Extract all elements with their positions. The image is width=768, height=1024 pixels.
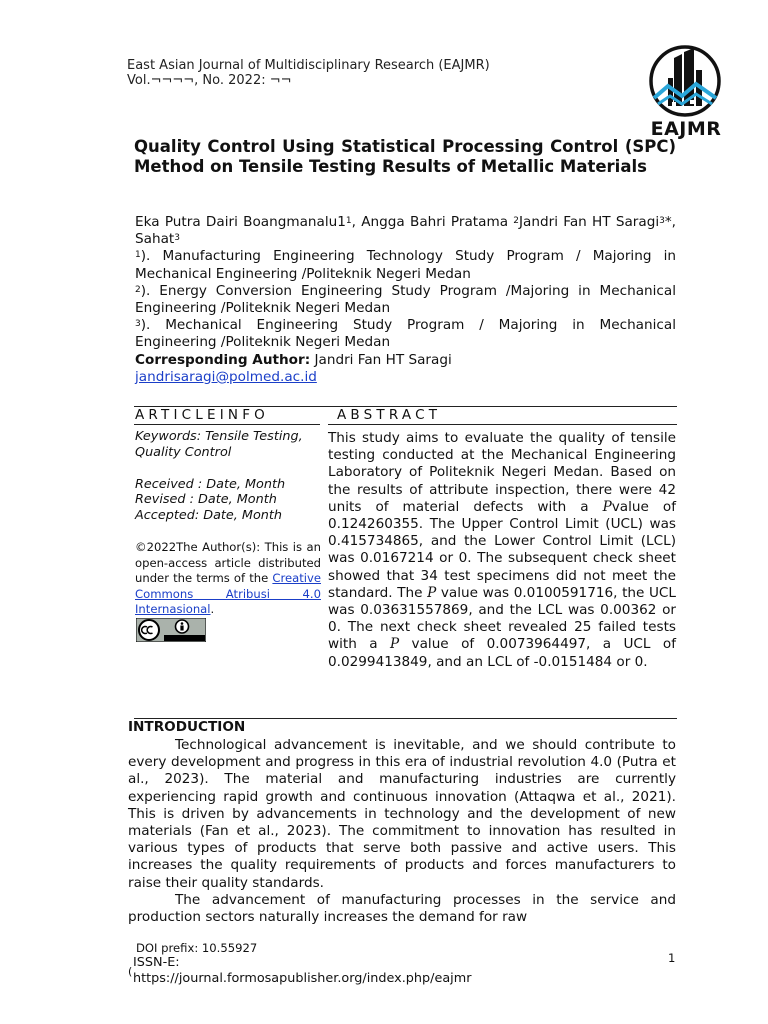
accepted-date: Accepted: Date, Month [135,508,283,524]
author-name: Eka Putra Dairi Boangmanalu1 [135,214,346,230]
article-info [135,429,323,524]
author-sup: 3 [174,233,180,244]
p-symbol: P [602,498,612,515]
abstract-segment: value of 0.124260355. The Upper Control Limit (UCL) was 0.415734865, and the Lower Control Limit (LCL) was 0.0167214 or 0. The subsequent check sheet showed that 34 test specimens did not meet the standard. The [328,498,676,601]
author-sup: 2 [513,216,520,226]
issn-block [128,955,488,987]
journal-name: East Asian Journal of Multidisciplinary Research (EAJMR) [127,58,490,73]
corresponding-author [135,352,676,369]
article-info-heading: ARTICLEINFO [135,407,270,423]
keywords: Keywords: Tensile Testing, Quality Control [135,429,303,460]
license-text-end: . [210,602,215,617]
license-statement [135,540,321,618]
page-number: 1 [668,951,676,965]
intro-paragraph: The advancement of manufacturing processes in the service and production sectors naturally increases the demand for raw [128,891,676,926]
issn-label: ISSN-E: [133,955,180,970]
author-name: *, Sahat [135,214,676,248]
logo-text: EAJMR [650,118,722,140]
intro-paragraph: Technological advancement is inevitable, and we should contribute to every development and progress in this era of industrial revolution 4.0 (Putra et al., 2023). The material and manufacturing industries are currently experiencing rapid growth and continuous innovation (Attaqwa et al., 2021). This is driven by advancements in technology and the development of new materials (Fan et al., 2023). The commitment to innovation has resulted in various types of products that serve both passive and active users. This increases the quality requirements of products and forces manufacturers to raise their quality standards. [128,737,676,891]
author-email-link[interactable]: jandrisaragi@polmed.ac.id [135,368,317,385]
license-link[interactable]: Creative Commons Atribusi 4.0 Internasional [135,571,321,617]
author-sup: 1 [345,216,352,226]
affiliation-sup: 1 [135,250,141,261]
corresponding-label: Corresponding Author: [135,351,311,368]
abstract-divider [328,424,677,425]
abstract-segment: This study aims to evaluate the quality of tensile testing conducted at the Mechanical Engineering Laboratory of Politeknik Negeri Medan. Based on the results of attribute inspection, there were 42 units of material defects with a [328,430,676,515]
doi-prefix: DOI prefix: 10.55927 [136,941,258,955]
affiliation-3 [135,317,676,351]
abstract-text [328,430,676,671]
abstract-segment: value was 0.0100591716, the UCL was 0.03631557869, and the LCL was 0.00362 or 0. The next check sheet revealed 25 failed tests with a [328,584,676,653]
journal-header [127,58,490,88]
journal-url[interactable]: https://journal.formosapublisher.org/index.php/eajmr [133,971,472,986]
journal-logo [646,42,724,138]
creative-commons-icon [136,618,206,642]
abstract-segment: value of 0.0073964497, a UCL of 0.0299413849, and an LCL of -0.0151484 or 0. [328,636,676,670]
affiliation-2 [135,283,676,317]
introduction-heading: INTRODUCTION [128,719,246,735]
p-symbol: P [427,584,437,601]
p-symbol: P [389,636,400,653]
revised-date: Revised : Date, Month [135,492,277,508]
received-date: Received : Date, Month [135,476,286,492]
affiliation-1 [135,248,676,282]
license-text: ©2022The Author(s): This is an open-access article distributed under the terms of the [135,540,321,586]
author-name: Jandri Fan HT Saragi [519,214,660,230]
cc-by-badge[interactable] [136,618,206,642]
journal-volume: Vol.¬¬¬¬, No. 2022: ¬¬ [127,73,292,88]
affiliation-text: ). Energy Conversion Engineering Study Program /Majoring in Mechanical Engineering /Politeknik Negeri Medan [135,282,676,317]
paper-title: Quality Control Using Statistical Processing Control (SPC) Method on Tensile Testing Results of Metallic Materials [134,137,676,176]
issn-paren: ( [128,965,133,978]
affiliation-sup: 3 [135,319,141,330]
affiliation-text: ). Manufacturing Engineering Technology Study Program / Majoring in Mechanical Engineering /Politeknik Negeri Medan [135,248,676,282]
corresponding-name: Jandri Fan HT Saragi [310,351,452,368]
author-sup: 3 [659,216,665,226]
author-name: , Angga Bahri Pratama [351,214,514,230]
affiliation-sup: 2 [135,284,141,295]
abstract-heading: ABSTRACT [337,407,442,423]
introduction-body [128,737,676,926]
article-info-divider [134,424,320,425]
affiliation-text: ). Mechanical Engineering Study Program / Majoring in Mechanical Engineering /Politeknik Negeri Medan [135,317,676,351]
author-list [135,214,676,248]
author-block [135,214,676,386]
building-logo-icon [646,42,724,120]
